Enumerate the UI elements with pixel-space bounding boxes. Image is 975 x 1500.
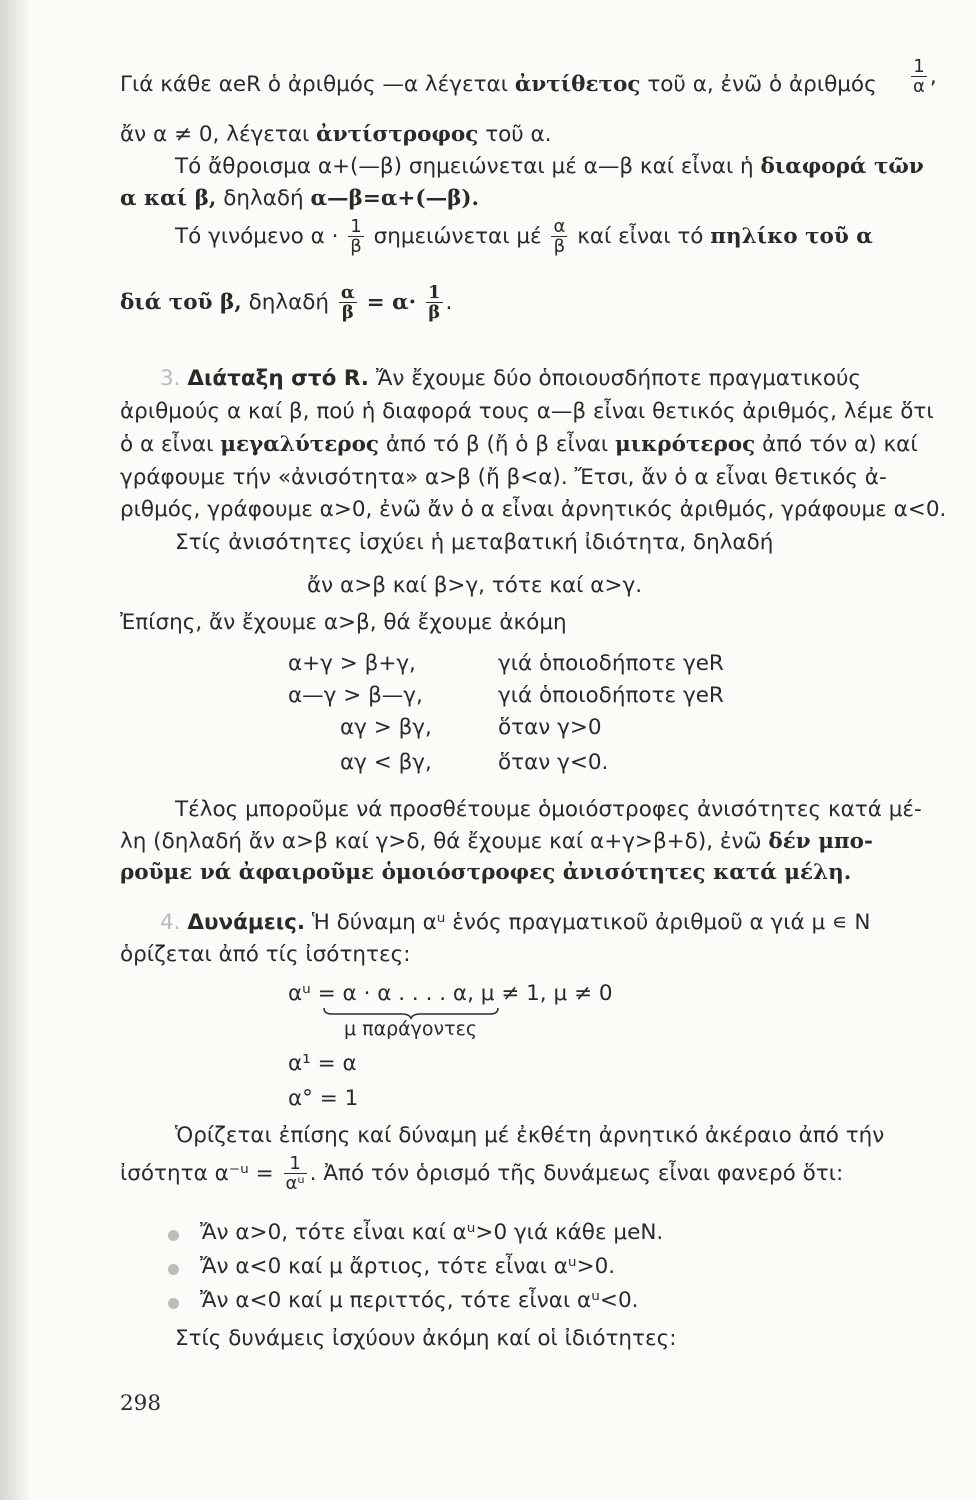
power-zero: α° = 1: [288, 1086, 359, 1111]
l5-text: Τό γινόμενο α ·: [175, 224, 339, 249]
fraction-1-over-alpha: $\frac{1}{\alpha}$ ,: [913, 56, 937, 97]
frac-num: 1: [913, 56, 925, 77]
l6-text: δηλαδή: [248, 290, 330, 315]
text-line-3: [175, 156, 924, 178]
section-3-first-line: [160, 368, 861, 390]
term-antistrofos: ἀντίστροφος: [316, 122, 479, 147]
bullet-item-2: Ἄν α<0 καί μ ἄρτιος, τότε εἶναι αᵘ>0.: [200, 1254, 616, 1279]
l6-bold: διά τοῦ β,: [120, 290, 242, 315]
s3-p1-line4: γράφουμε τήν «ἀνισότητα» α>β (ἤ β<α). Ἔτσι, ἄν ὁ α εἶναι θετικός ἀ-: [120, 465, 887, 490]
s4-p2-text: ἰσότητα α⁻ᵘ =: [120, 1161, 274, 1186]
s3-l3-c: ἀπό τό β (ἤ ὁ β εἶναι: [385, 432, 609, 457]
s3-p3: Ἐπίσης, ἄν ἔχουμε α>β, θά ἔχουμε ἀκόμη: [120, 610, 567, 635]
term-megalyteros: μεγαλύτερος: [220, 432, 380, 457]
s3-l3-e: ἀπό τόν α) καί: [762, 432, 918, 457]
section-4-first-line: [160, 912, 870, 934]
section-4-heading: Δυνάμεις.: [187, 910, 306, 935]
ineq-4-left: αγ < βγ,: [340, 750, 432, 775]
term-mikroteros: μικρότερος: [615, 432, 756, 457]
frac-den: β: [350, 236, 362, 257]
s3-p2: Στίς ἀνισότητες ἰσχύει ἡ μεταβατική ἰδιότητα, δηλαδή: [175, 530, 774, 555]
text-line-5: [175, 218, 873, 256]
page-number: 298: [120, 1391, 162, 1416]
s3-p4-line3: ροῦμε νά ἀφαιροῦμε ὁμοιόστροφες ἀνισότητες κατά μέλη.: [120, 860, 852, 885]
l4-text: δηλαδή: [223, 186, 304, 211]
frac-num: α: [340, 282, 355, 303]
l4-bold: α καί β,: [120, 186, 217, 211]
s3-p1-line3: [120, 434, 918, 456]
section-3-number: 3.: [160, 366, 181, 391]
l5-text-end: καί εἶναι τό: [577, 224, 704, 249]
power-one: α¹ = α: [288, 1051, 357, 1076]
mu-factors-label: μ παράγοντες: [344, 1018, 478, 1040]
ineq-3-right: ὅταν γ>0: [498, 715, 602, 740]
s3-p1-line1: Ἄν ἔχουμε δύο ὁποιουσδήποτε πραγματικούς: [375, 366, 862, 391]
bullet-dot: [168, 1264, 179, 1275]
s4-p1-line1: Ἡ δύναμη αᵘ ἑνός πραγματικοῦ ἀριθμοῦ α γιά μ ∊ N: [311, 910, 871, 935]
transitive-property: ἄν α>β καί β>γ, τότε καί α>γ.: [307, 573, 643, 598]
s3-p4-line1: Τέλος μποροῦμε νά προσθέτουμε ὁμοιόστροφες ἀνισότητες κατά μέ-: [175, 797, 922, 822]
s4-p2-line1: Ὁρίζεται ἐπίσης καί δύναμη μέ ἐκθέτη ἀρνητικό ἀκέραιο ἀπό τήν: [175, 1123, 885, 1148]
ineq-1-left: α+γ > β+γ,: [288, 651, 416, 676]
l6-period: .: [445, 290, 453, 315]
s4-p1-line2: ὁρίζεται ἀπό τίς ἰσότητες:: [120, 942, 411, 967]
l1-text: Γιά κάθε αeR ὁ ἀριθμός —α λέγεται: [120, 72, 508, 97]
ineq-3-left: αγ > βγ,: [340, 715, 432, 740]
ineq-4-right: ὅταν γ<0.: [498, 750, 609, 775]
l2-text: ἄν α ≠ 0, λέγεται: [120, 122, 310, 147]
s4-p3: Στίς δυνάμεις ἰσχύουν ἀκόμη καί οἱ ἰδιότητες:: [175, 1326, 677, 1351]
s4-p2-line2: [120, 1155, 843, 1193]
ineq-1-right: γιά ὁποιοδήποτε γeR: [498, 651, 724, 676]
bullet-dot: [168, 1230, 179, 1241]
section-3-heading: Διάταξη στό R.: [187, 366, 369, 391]
text-line-4: [120, 188, 479, 210]
term-antithetos: ἀντίθετος: [514, 72, 641, 97]
s4-p2-text-end: . Ἀπό τόν ὁρισμό τῆς δυνάμεως εἶναι φανερό ὅτι:: [309, 1161, 844, 1186]
frac-num: 1: [350, 216, 362, 237]
frac-den: β: [551, 236, 567, 256]
term-pilikio: πηλίκο τοῦ α: [710, 224, 873, 249]
frac-den: β: [426, 302, 443, 322]
text-line-6: [120, 284, 452, 322]
frac-num: α: [553, 216, 566, 237]
term-diafora: διαφορά τῶν: [760, 154, 924, 179]
power-definition: αᵘ = α · α . . . . α, μ ≠ 1, μ ≠ 0: [288, 981, 613, 1006]
l4-formula: α—β=α+(—β).: [310, 186, 480, 211]
text-line-2: [120, 124, 552, 146]
l1-text-end: τοῦ α, ἐνῶ ὁ ἀριθμός: [647, 72, 877, 97]
frac-den: α: [913, 76, 925, 97]
frac-num: 1: [427, 282, 441, 303]
l2-text-end: τοῦ α.: [485, 122, 552, 147]
ineq-2-right: γιά ὁποιοδήποτε γeR: [498, 683, 724, 708]
s3-p4-line2: [120, 831, 873, 853]
s3-p1-line2: ἀριθμούς α καί β, πού ἡ διαφορά τους α—β εἶναι θετικός ἀριθμός, λέμε ὅτι: [120, 399, 934, 424]
s3-p1-line5: ριθμός, γράφουμε α>0, ἐνῶ ἄν ὁ α εἶναι ἀρνητικός ἀριθμός, γράφουμε α<0.: [120, 497, 947, 522]
bullet-item-3: Ἄν α<0 καί μ περιττός, τότε εἶναι αᵘ<0.: [200, 1288, 639, 1313]
bullet-dot: [168, 1298, 179, 1309]
bullet-item-1: Ἄν α>0, τότε εἶναι καί αᵘ>0 γιά κάθε μeN.: [200, 1220, 664, 1245]
l3-text: Τό ἄθροισμα α+(—β) σημειώνεται μέ α—β καί εἶναι ἡ: [175, 154, 754, 179]
l6-eq: = α·: [366, 290, 417, 315]
frac-den: β: [339, 302, 357, 322]
s3-p4-l2-text: λη (δηλαδή ἄν α>β καί γ>δ, θά ἔχουμε καί α+γ>β+δ), ἐνῶ: [120, 829, 762, 854]
frac-den: αᵘ: [285, 1173, 305, 1194]
s3-l3-a: ὁ α εἶναι: [120, 432, 214, 457]
s3-p4-l2-bold: δέν μπο-: [768, 829, 873, 854]
frac-num: 1: [289, 1153, 301, 1174]
l5-text-mid: σημειώνεται μέ: [373, 224, 542, 249]
text-line-1: [120, 74, 877, 96]
section-4-number: 4.: [160, 910, 181, 935]
ineq-2-left: α—γ > β—γ,: [288, 683, 423, 708]
